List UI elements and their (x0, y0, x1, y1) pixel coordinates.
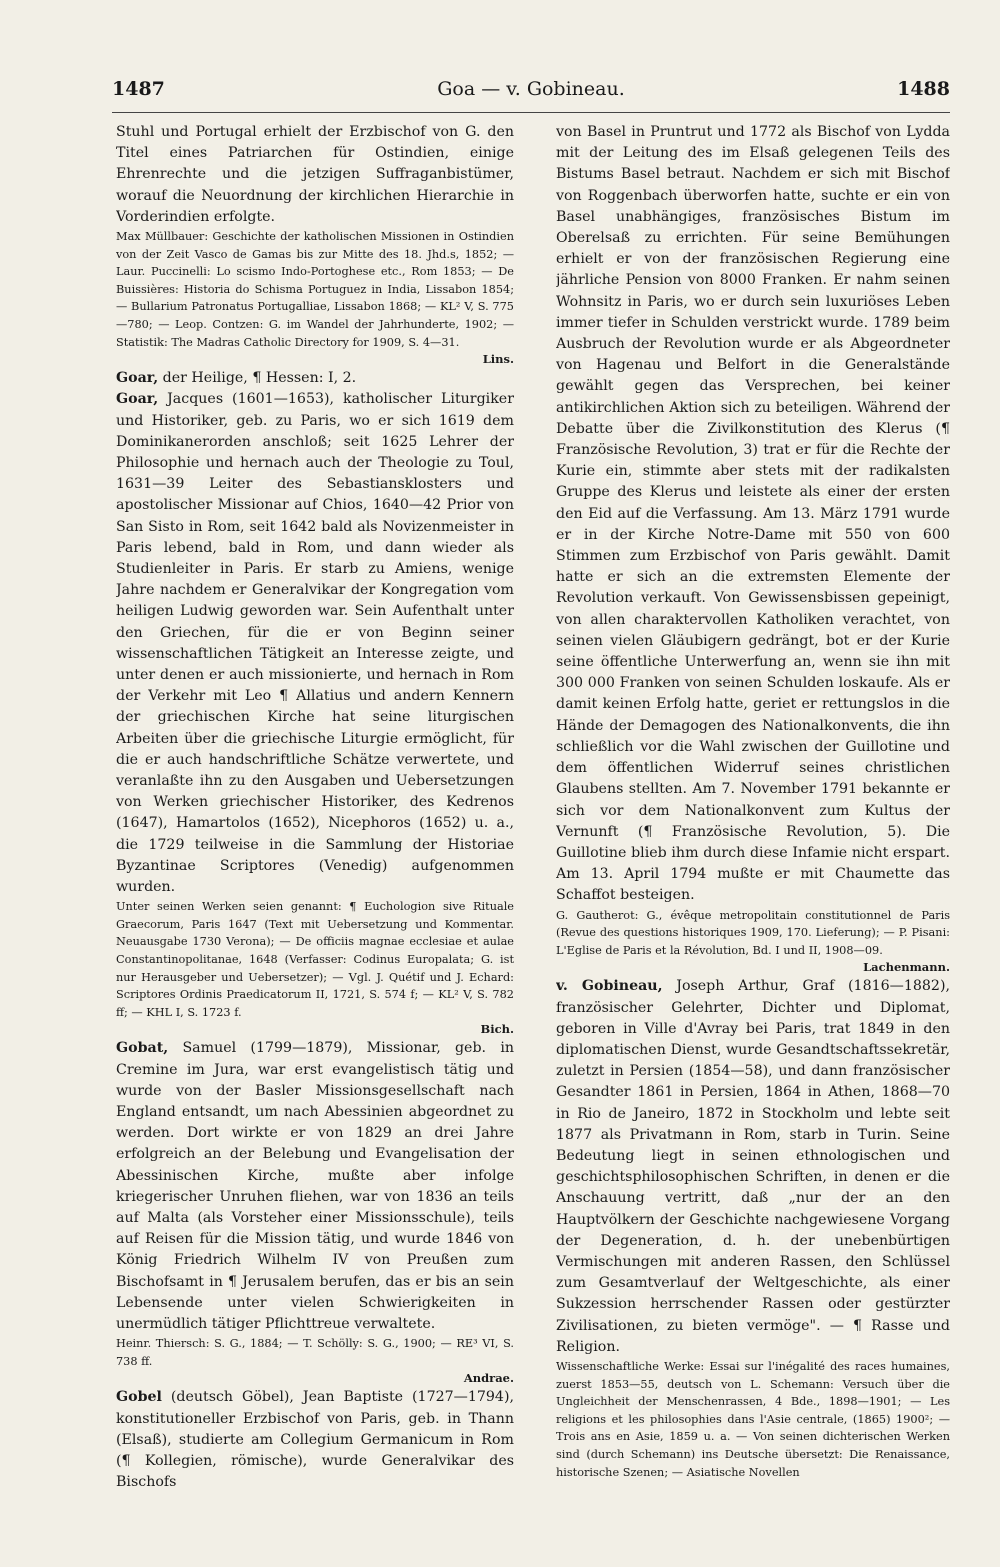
entry-headword: Gobel (116, 1389, 162, 1406)
page-header (112, 78, 950, 110)
left-entry-paragraph (116, 368, 514, 389)
entry-headword: Gobat, (116, 1040, 169, 1057)
entry-text: Max Müllbauer: Geschichte der katholischen Missionen in Ostindien von der Zeit Vasco de Gamas bis zur Mitte des 18. Jhd.s, 1852; — Laur. Puccinelli: Lo scismo Indo-Portoghese etc., Rom 1853; — De Buissières: Historia do Schisma Portuguez in India, Lissabon 1854; — Bullarium Patronatus Portugalliae, Lissabon 1868; — KL² V, S. 775—780; — Leop. Contzen: G. im Wandel der Jahrhunderte, 1902; — Statistik: The Madras Catholic Directory for 1909, S. 4—31. (116, 230, 514, 349)
right-bibliography (556, 1358, 950, 1481)
left-bibliography (116, 898, 514, 1021)
entry-text: G. Gautherot: G., évêque metropolitain constitutionnel de Paris (Revue des questions historiques 1909, 170. Lieferung); — P. Pisani: L'Eglise de Paris et la Révolution, Bd. I und II, 1908—09. (556, 908, 950, 957)
left-entry-paragraph (116, 1387, 514, 1493)
entry-headword: Goar, (116, 370, 159, 387)
entry-text: Joseph Arthur, Graf (1816—1882), französischer Gelehrter, Dichter und Diplomat, geboren in Ville d'Avray bei Paris, trat 1849 in den diplomatischen Dienst, wurde Gesandtschaftssekretär, zuletzt in Persien (1854—58), und dann französischer Gesandter 1861 in Persien, 1864 in Athen, 1868—70 in Rio de Janeiro, 1872 in Stockholm und lebte seit 1877 als Privatmann in Rom, starb in Turin. Seine Bedeutung liegt in seinen ethnologischen und geschichtsphilosophischen Schriften, in denen er die Anschauung vertritt, daß „nur der an den Hauptvölkern der Geschichte nachgewiesene Vorgang der Degeneration, d. h. der unebenbürtigen Vermischungen mit anderen Rassen, den Schlüssel zum Gesamtverlauf der Weltgeschichte, als einer Sukzession herrschender Rassen oder gestürzter Zivilisationen, zu bieten vermöge". — ¶ Rasse und Religion. (556, 978, 950, 1355)
entry-text: Lachenmann. (863, 960, 950, 975)
left-entry-paragraph (116, 389, 514, 898)
entry-text: Lins. (482, 352, 514, 367)
left-bibliography (116, 1335, 514, 1370)
entry-text: Heinr. Thiersch: S. G., 1884; — T. Schölly: S. G., 1900; — RE³ VI, S. 738 ff. (116, 1337, 514, 1368)
right-author-signature (556, 959, 950, 976)
left-author-signature (116, 1021, 514, 1038)
entry-text: von Basel in Pruntrut und 1772 als Bischof von Lydda mit der Leitung des im Elsaß gelegenen Teils des Bistums Basel betraut. Nachdem er sich mit Bischof von Roggenbach überworfen hatte, suchte er ein von Basel unabhängiges, französisches Bistum im Oberelsaß zu errichten. Für seine Bemühungen erhielt er von der französischen Regierung eine jährliche Pension von 8000 Franken. Er nahm seinen Wohnsitz in Paris, wo er durch sein luxuriöses Leben immer tiefer in Schulden verstrickt wurde. 1789 beim Ausbruch der Revolution wurde er als Abgeordneter von Hagenau und Belfort in die Generalstände gewählt gegen das Versprechen, bei keiner antikirchlichen Aktion sich zu beteiligen. Während der Debatte über die Zivilkonstitution des Klerus (¶ Französische Revolution, 3) trat er für die Rechte der Kurie ein, stimmte aber stets mit der radikalsten Gruppe des Klerus und leistete als einer der ersten den Eid auf die Verfassung. Am 13. März 1791 wurde er in der Kirche Notre-Dame mit 550 von 600 Stimmen zum Erzbischof von Paris gewählt. Damit hatte er sich an die extremsten Elemente der Revolution verkauft. Von Gewissensbissen gepeinigt, von allen charaktervollen Katholiken verachtet, von seinen vielen Gläubigern gedrängt, bot er der Kurie seine öffentliche Unterwerfung an, wenn sie ihn mit 300 000 Franken von seinen Schulden loskaufe. Als er damit keinen Erfolg hatte, geriet er rettungslos in die Hände der Demagogen des Nationalkonvents, die ihn schließlich vor die Wahl zwischen der Guillotine und dem öffentlichen Widerruf seines christlichen Glaubens stellten. Am 7. November 1791 bekannte er sich vor dem Nationalkonvent zum Kultus der Vernunft (¶ Französische Revolution, 5). Die Guillotine blieb ihm durch diese Infamie nicht erspart. Am 13. April 1794 mußte er mit Chaumette das Schaffot besteigen. (556, 124, 950, 904)
entry-text: Wissenschaftliche Werke: Essai sur l'inégalité des races humaines, zuerst 1853—55, deutsch von L. Schemann: Versuch über die Ungleichheit der Menschenrassen, 4 Bde., 1898—1901; — Les religions et les philosophies dans l'Asie centrale, (1865) 1900²; — Trois ans en Asie, 1859 u. a. — Von seinen dichterischen Werken sind (durch Schemann) ins Deutsche übersetzt: Die Renaissance, historische Szenen; — Asiatische Novellen (556, 1359, 950, 1479)
right-entry-paragraph (556, 976, 950, 1358)
entry-text: der Heilige, ¶ Hessen: I, 2. (158, 370, 357, 387)
right-column (556, 122, 950, 1522)
left-author-signature (116, 1370, 514, 1387)
running-title: Goa — v. Gobineau. (437, 78, 625, 100)
left-page-number: 1487 (112, 78, 165, 100)
left-bibliography (116, 228, 514, 351)
left-column (116, 122, 514, 1522)
left-author-signature (116, 351, 514, 368)
left-entry-paragraph (116, 1038, 514, 1335)
header-rule (112, 112, 950, 113)
right-entry-paragraph (556, 122, 950, 907)
right-bibliography (556, 907, 950, 960)
entry-text: Jacques (1601—1653), katholischer Liturgiker und Historiker, geb. zu Paris, wo er sich 1619 dem Dominikanerorden anschloß; seit 1625 Lehrer der Philosophie und hernach auch der Theologie zu Toul, 1631—39 Leiter des Sebastiansklosters und apostolischer Missionar auf Chios, 1640—42 Prior von San Sisto in Rom, seit 1642 bald als Novizenmeister in Paris lebend, bald in Rom, und dann wieder als Studienleiter in Paris. Er starb zu Amiens, wenige Jahre nachdem er Generalvikar der Kongregation vom heiligen Ludwig geworden war. Sein Aufenthalt unter den Griechen, für die er von Beginn seiner wissenschaftlichen Tätigkeit an Interesse zeigte, und unter denen er auch missionierte, und hernach in Rom der Verkehr mit Leo ¶ Allatius und andern Kennern der griechischen Kirche hat seine liturgischen Arbeiten über die griechische Liturgie ermöglicht, für die er auch handschriftliche Schätze verwertete, und veranlaßte ihn zu den Ausgaben und Uebersetzungen von Werken griechischer Historiker, des Kedrenos (1647), Hamartolos (1652), Nicephoros (1652) u. a., die 1729 teilweise in die Sammlung der Historiae Byzantinae Scriptores (Venedig) aufgenommen wurden. (116, 391, 514, 896)
entry-headword: Goar, (116, 391, 159, 408)
entry-text: Unter seinen Werken seien genannt: ¶ Euchologion sive Rituale Graecorum, Paris 1647 (Text mit Uebersetzung und Kommentar. Neuausgabe 1730 Verona); — De officiis magnae ecclesiae et aulae Constantinopolitanae, 1648 (Verfasser: Codinus Europalata; G. ist nur Herausgeber und Uebersetzer); — Vgl. J. Quétif und J. Echard: Scriptores Ordinis Praedicatorum II, 1721, S. 574 f; — KL² V, S. 782 ff; — KHL I, S. 1723 f. (116, 900, 514, 1019)
left-entry-paragraph (116, 122, 514, 228)
entry-text: (deutsch Göbel), Jean Baptiste (1727—1794), konstitutioneller Erzbischof von Paris, geb. in Thann (Elsaß), studierte am Collegium Germanicum in Rom (¶ Kollegien, römische), wurde Generalvikar des Bischofs (116, 1389, 514, 1491)
entry-text: Samuel (1799—1879), Missionar, geb. in Cremine im Jura, war erst evangelistisch tätig und wurde von der Basler Missionsgesellschaft nach England entsandt, um nach Abessinien abgeordnet zu werden. Dort wirkte er von 1829 an drei Jahre erfolgreich an der Belebung und Evangelisation der Abessinischen Kirche, mußte aber infolge kriegerischer Unruhen fliehen, war von 1836 an teils auf Malta (als Vorsteher einer Missionsschule), teils auf Reisen für die Mission tätig, und wurde 1846 von König Friedrich Wilhelm IV von Preußen zum Bischofsamt in ¶ Jerusalem berufen, das er bis an sein Lebensende unter vielen Schwierigkeiten in unermüdlich tätiger Pflichttreue verwaltete. (116, 1040, 514, 1333)
entry-text: Andrae. (463, 1371, 514, 1386)
entry-text: Stuhl und Portugal erhielt der Erzbischof von G. den Titel eines Patriarchen für Ostindien, einige Ehrenrechte und die jetzigen Suffraganbistümer, worauf die Neuordnung der kirchlichen Hierarchie in Vorderindien erfolgte. (116, 124, 514, 225)
entry-headword: v. Gobineau, (556, 978, 663, 995)
entry-text: Bich. (480, 1022, 514, 1037)
right-page-number: 1488 (897, 78, 950, 100)
